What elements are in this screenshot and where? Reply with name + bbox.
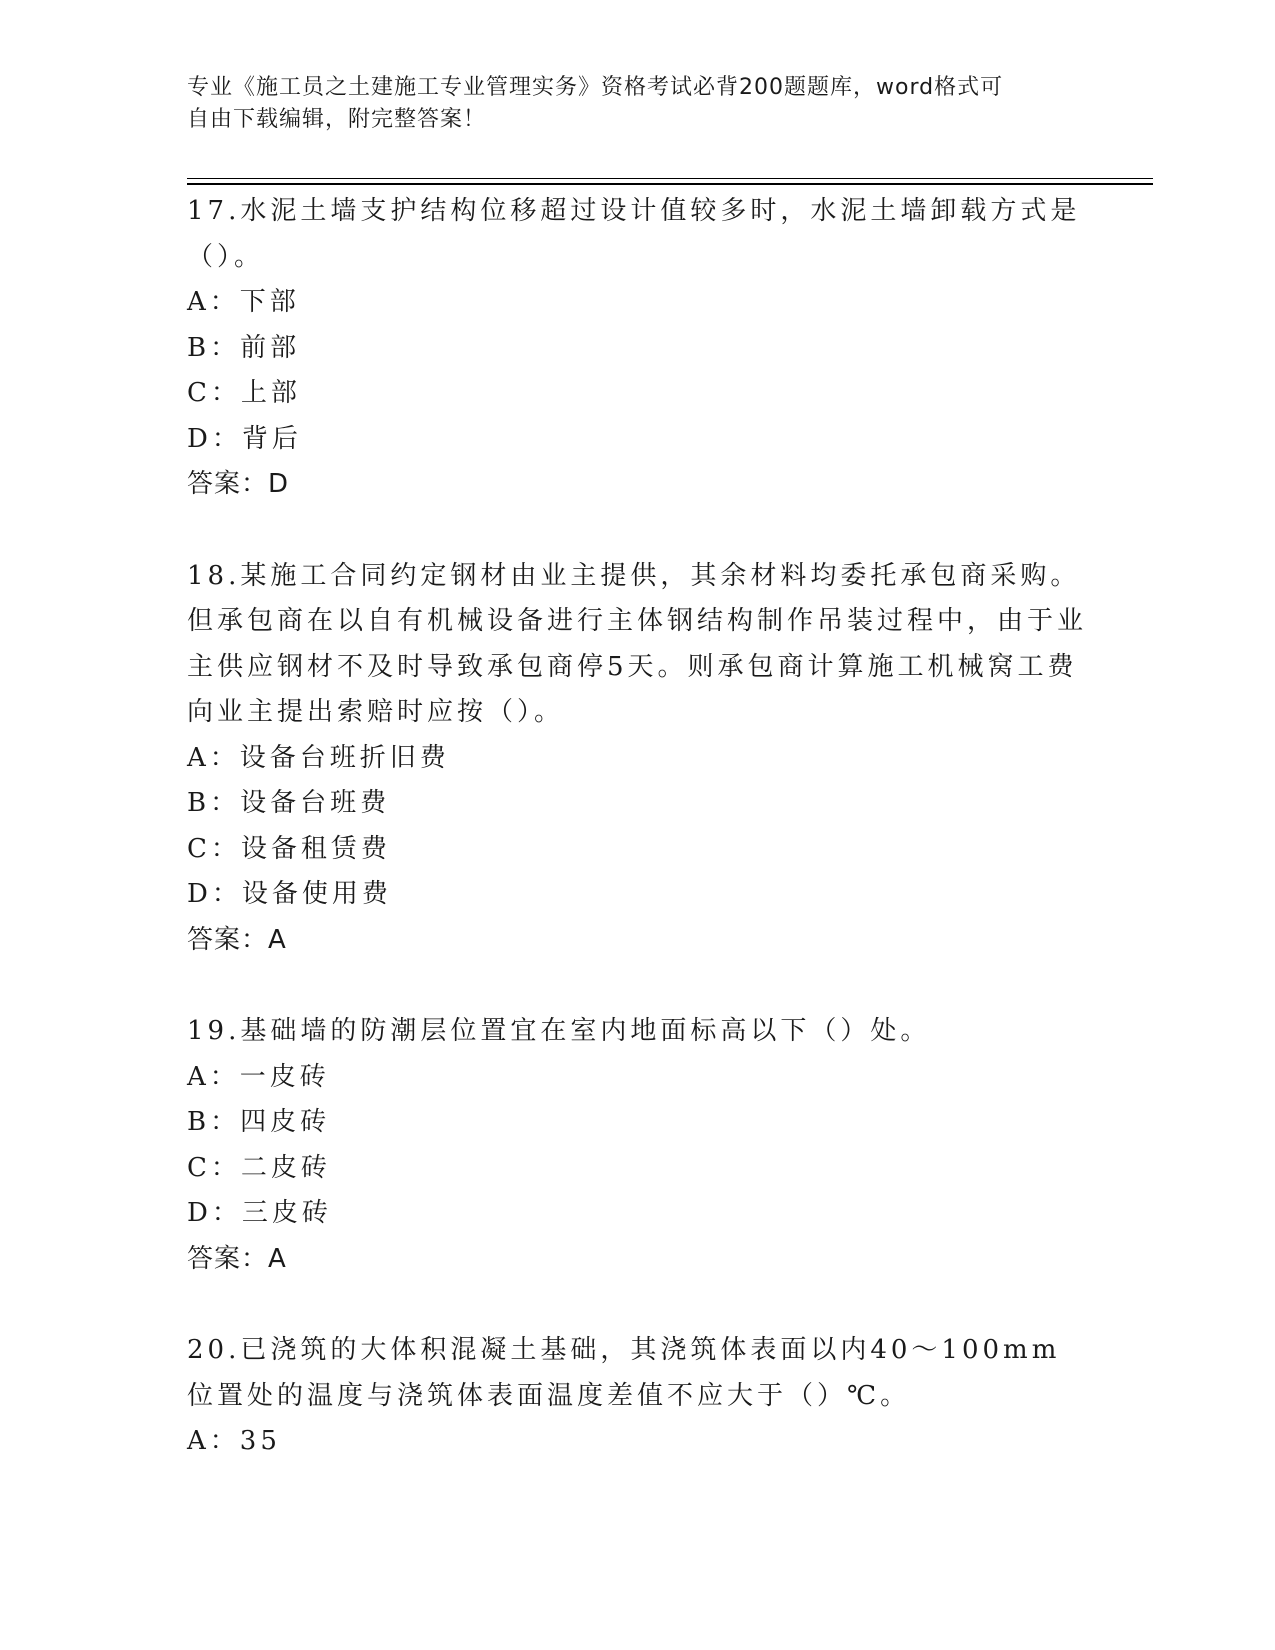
document-header xyxy=(187,72,1087,136)
option-d: D：背后 xyxy=(187,423,302,454)
question-19 xyxy=(187,1009,1087,1282)
option-b: B：前部 xyxy=(187,332,301,363)
option-c: C：上部 xyxy=(187,378,301,408)
option-b: B：四皮砖 xyxy=(187,1107,331,1137)
option-a: A：设备台班折旧费 xyxy=(187,742,450,773)
option-c: C：二皮砖 xyxy=(187,1152,331,1183)
header-line-2: 自由下载编辑，附完整答案！ xyxy=(187,107,487,132)
option-b: B：设备台班费 xyxy=(187,788,391,818)
question-stem: 17.水泥土墙支护结构位移超过设计值较多时，水泥土墙卸载方式是（）。 xyxy=(187,196,1081,272)
question-stem: 20.已浇筑的大体积混凝土基础，其浇筑体表面以内40～100mm位置处的温度与浇筑体表面温度差值不应大于（）℃。 xyxy=(187,1335,1061,1411)
option-a: A：下部 xyxy=(187,287,300,317)
option-d: D：三皮砖 xyxy=(187,1198,332,1228)
question-stem: 19.基础墙的防潮层位置宜在室内地面标高以下（）处。 xyxy=(187,1016,931,1046)
question-20 xyxy=(187,1328,1087,1465)
option-a: A：一皮砖 xyxy=(187,1061,330,1092)
header-line-1: 专业《施工员之土建施工专业管理实务》资格考试必背200题题库，word格式可 xyxy=(187,75,1004,100)
option-d: D：设备使用费 xyxy=(187,879,392,909)
question-stem: 18.某施工合同约定钢材由业主提供，其余材料均委托承包商采购。但承包商在以自有机械设备进行主体钢结构制作吊装过程中，由于业主供应钢材不及时导致承包商停5天。则承包商计算施工机械窝工费向业主提出索赔时应按（）。 xyxy=(187,560,1088,727)
option-c: C：设备租赁费 xyxy=(187,833,391,864)
question-list xyxy=(187,189,1087,1511)
answer: 答案：D xyxy=(187,469,290,499)
option-a: A：35 xyxy=(187,1426,281,1456)
answer: 答案：A xyxy=(187,924,287,955)
header-divider xyxy=(187,178,1153,185)
answer: 答案：A xyxy=(187,1243,287,1274)
question-17 xyxy=(187,189,1087,508)
question-18 xyxy=(187,554,1087,964)
